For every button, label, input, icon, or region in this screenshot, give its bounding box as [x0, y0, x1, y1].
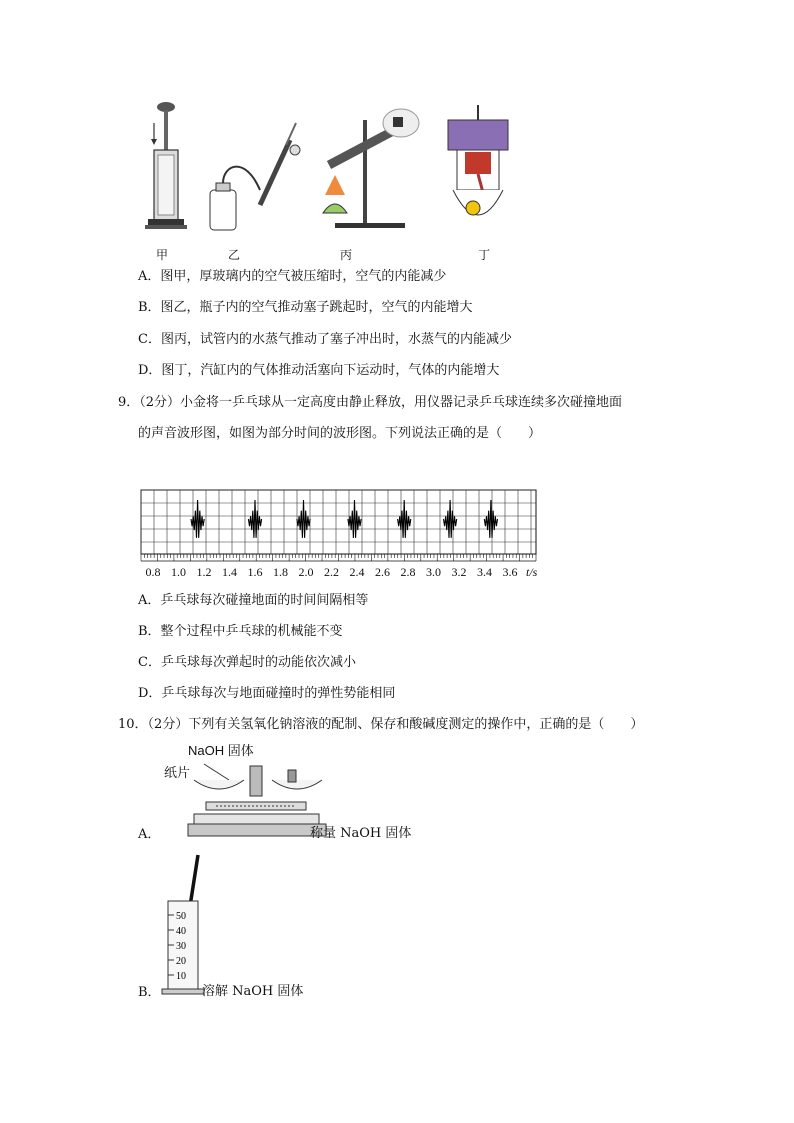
x-tick-label: 1.2 — [196, 565, 212, 579]
x-tick-label: 1.0 — [171, 565, 186, 579]
cylinder-tick-label: 20 — [176, 956, 186, 967]
x-tick-label: 3.6 — [502, 565, 518, 579]
cylinder-tick-label: 30 — [176, 941, 186, 952]
q9-option-a: A．乒乓球每次碰撞地面的时间间隔相等 — [138, 593, 369, 608]
q10-option-a-marker: A． — [138, 827, 161, 842]
x-tick-label: 2.0 — [298, 565, 314, 579]
q8-figures — [140, 95, 480, 265]
cylinder-tick-label: 10 — [176, 971, 186, 982]
q9-stem-line2: 的声音波形图，如图为部分时间的波形图。下列说法正确的是（ ） — [138, 426, 542, 441]
figure-bing-testtube — [315, 95, 435, 245]
q9-option-b: B．整个过程中乒乓球的机械能不变 — [138, 624, 343, 639]
figure-label-bing: 丙 — [340, 248, 353, 262]
figure-label-yi: 乙 — [228, 248, 241, 262]
cylinder-tick-label: 40 — [176, 926, 186, 937]
q8-option-c: C．图丙，试管内的水蒸气推动了塞子冲出时，水蒸气的内能减少 — [138, 332, 512, 347]
figure-jia-pump — [140, 95, 200, 245]
q10-option-b-caption: 溶解 NaOH 固体 — [202, 984, 304, 999]
figure-label-jia: 甲 — [156, 248, 169, 262]
q9-stem-line1: 9．（2分）小金将一乒乓球从一定高度由静止释放，用仪器记录乒乓球连续多次碰撞地面 — [118, 395, 623, 410]
q8-option-d: D．图丁，汽缸内的气体推动活塞向下运动时，气体的内能增大 — [138, 363, 500, 378]
cylinder-tick-label: 50 — [176, 911, 186, 922]
q10-option-a-caption: 称量 NaOH 固体 — [310, 826, 412, 841]
x-tick-label: 2.2 — [324, 565, 339, 579]
figure-ding-engine — [443, 100, 513, 250]
q9-option-c: C．乒乓球每次弹起时的动能依次减小 — [138, 655, 356, 670]
x-tick-label: 1.8 — [273, 565, 288, 579]
balance-label-naoh: NaOH 固体 — [188, 743, 254, 758]
x-tick-label: 1.6 — [247, 565, 263, 579]
q10-option-b-marker: B． — [138, 985, 161, 1000]
figure-yi-bottle — [200, 95, 310, 245]
x-tick-label: 2.8 — [400, 565, 416, 579]
x-tick-label: 1.4 — [222, 565, 237, 579]
figure-label-ding: 丁 — [478, 248, 491, 262]
graduated-cylinder-figure — [158, 853, 218, 998]
x-tick-label: 2.4 — [349, 565, 365, 579]
x-tick-label: 2.6 — [375, 565, 390, 579]
x-tick-label: 3.0 — [426, 565, 441, 579]
q8-option-b: B．图乙，瓶子内的空气推动塞子跳起时，空气的内能增大 — [138, 300, 473, 315]
balance-label-paper: 纸片 — [164, 765, 191, 780]
x-axis-title: t/s — [526, 565, 538, 579]
x-axis-ticks — [141, 554, 536, 561]
waveform-chart — [138, 488, 558, 583]
q10-stem: 10．（2分）下列有关氢氧化钠溶液的配制、保存和酸碱度测定的操作中，正确的是（ ） — [118, 717, 644, 732]
x-tick-label: 3.4 — [477, 565, 492, 579]
q9-option-d: D．乒乓球每次与地面碰撞时的弹性势能相同 — [138, 686, 396, 701]
q8-option-a: A．图甲，厚玻璃内的空气被压缩时，空气的内能减少 — [138, 269, 447, 284]
x-tick-label: 3.2 — [451, 565, 467, 579]
x-axis-labels — [146, 565, 518, 579]
x-tick-label: 0.8 — [145, 565, 161, 579]
